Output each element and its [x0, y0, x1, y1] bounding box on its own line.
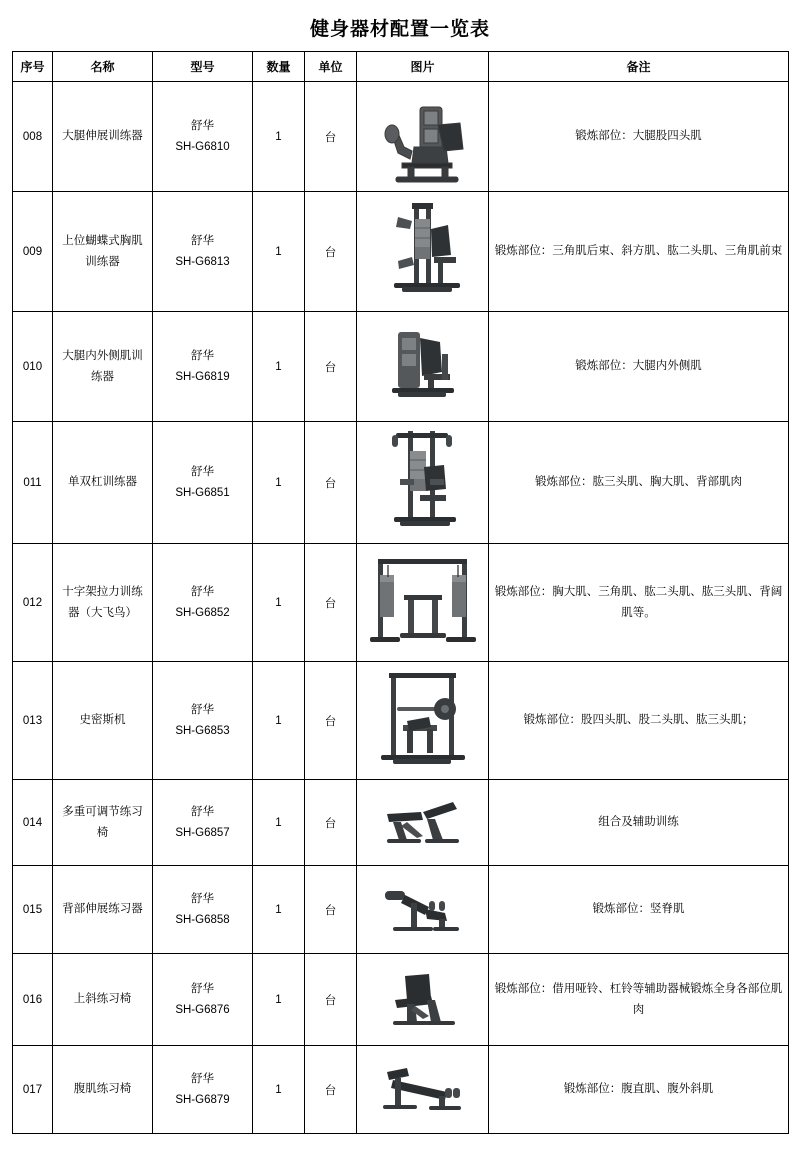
cell-model-code: SH-G6813: [175, 255, 230, 268]
cell-name: 十字架拉力训练器（大飞鸟）: [53, 544, 153, 662]
cell-qty: 1: [253, 544, 305, 662]
cell-image: [357, 192, 489, 312]
cell-note: 锻炼部位：大腿内外侧肌: [489, 312, 789, 422]
cell-model: [153, 422, 253, 544]
cell-model: [153, 866, 253, 954]
cell-model: [153, 780, 253, 866]
dip-chin-assist-machine-image: [361, 427, 484, 539]
incline-bench-image: [361, 964, 484, 1036]
cell-unit: 台: [305, 544, 357, 662]
table-row: [13, 192, 789, 312]
cell-qty: 1: [253, 780, 305, 866]
cell-unit: 台: [305, 192, 357, 312]
leg-extension-machine-image: [361, 89, 484, 185]
table-row: [13, 954, 789, 1046]
back-extension-bench-image: [361, 877, 484, 943]
cell-no: 008: [13, 82, 53, 192]
cell-no: 009: [13, 192, 53, 312]
cell-note: 锻炼部位：胸大肌、三角肌、肱二头肌、肱三头肌、背阔肌等。: [489, 544, 789, 662]
table-row: [13, 312, 789, 422]
cell-unit: 台: [305, 662, 357, 780]
cell-model: [153, 1046, 253, 1134]
cell-name: 史密斯机: [53, 662, 153, 780]
cell-qty: 1: [253, 422, 305, 544]
cell-note: 锻炼部位：股四头肌、股二头肌、肱三头肌；: [489, 662, 789, 780]
cell-name: 单双杠训练器: [53, 422, 153, 544]
cell-image: [357, 82, 489, 192]
cell-qty: 1: [253, 866, 305, 954]
column-header-qty: 数量: [253, 52, 305, 82]
cell-brand: 舒华: [191, 703, 214, 716]
hip-adductor-machine-image: [361, 324, 484, 410]
table-row: [13, 1046, 789, 1134]
cell-no: 017: [13, 1046, 53, 1134]
column-header-image: 图片: [357, 52, 489, 82]
cell-model: [153, 82, 253, 192]
cell-unit: 台: [305, 422, 357, 544]
cell-no: 010: [13, 312, 53, 422]
ab-decline-bench-image: [361, 1058, 484, 1122]
table-row: [13, 82, 789, 192]
column-header-name: 名称: [53, 52, 153, 82]
cell-name: 大腿伸展训练器: [53, 82, 153, 192]
cell-unit: 台: [305, 312, 357, 422]
cell-model: [153, 544, 253, 662]
table-row: [13, 780, 789, 866]
cell-model-code: SH-G6819: [175, 370, 230, 383]
adjustable-bench-image: [361, 792, 484, 854]
cell-note: 组合及辅助训练: [489, 780, 789, 866]
cell-model: [153, 954, 253, 1046]
cell-model-code: SH-G6857: [175, 826, 230, 839]
cell-brand: 舒华: [191, 982, 214, 995]
cell-model: [153, 312, 253, 422]
cell-image: [357, 544, 489, 662]
cell-brand: 舒华: [191, 892, 214, 905]
cell-image: [357, 662, 489, 780]
page-title: 健身器材配置一览表: [309, 19, 490, 40]
cell-no: 013: [13, 662, 53, 780]
cell-image: [357, 1046, 489, 1134]
cell-model: [153, 192, 253, 312]
cell-name: 背部伸展练习器: [53, 866, 153, 954]
cell-note: 锻炼部位：借用哑铃、杠铃等辅助器械锻炼全身各部位肌肉: [489, 954, 789, 1046]
cell-model-code: SH-G6858: [175, 913, 230, 926]
cell-note: 锻炼部位：竖脊肌: [489, 866, 789, 954]
cell-qty: 1: [253, 954, 305, 1046]
cell-image: [357, 866, 489, 954]
smith-machine-image: [361, 669, 484, 773]
column-header-no: 序号: [13, 52, 53, 82]
table-row: [13, 544, 789, 662]
table-header-row: [13, 52, 789, 82]
table-row: [13, 866, 789, 954]
cell-unit: 台: [305, 1046, 357, 1134]
cell-no: 015: [13, 866, 53, 954]
cell-no: 011: [13, 422, 53, 544]
cell-unit: 台: [305, 780, 357, 866]
table-row: [13, 662, 789, 780]
cell-brand: 舒华: [191, 119, 214, 132]
cell-qty: 1: [253, 1046, 305, 1134]
cell-note: 锻炼部位：大腿股四头肌: [489, 82, 789, 192]
cell-qty: 1: [253, 312, 305, 422]
cell-brand: 舒华: [191, 349, 214, 362]
cell-image: [357, 312, 489, 422]
cell-brand: 舒华: [191, 805, 214, 818]
column-header-note: 备注: [489, 52, 789, 82]
cell-image: [357, 954, 489, 1046]
cell-model-code: SH-G6853: [175, 724, 230, 737]
cell-no: 016: [13, 954, 53, 1046]
cell-unit: 台: [305, 866, 357, 954]
cell-model-code: SH-G6876: [175, 1003, 230, 1016]
cell-brand: 舒华: [191, 585, 214, 598]
cell-qty: 1: [253, 82, 305, 192]
cell-qty: 1: [253, 192, 305, 312]
cell-unit: 台: [305, 82, 357, 192]
cell-note: 锻炼部位：肱三头肌、胸大肌、背部肌肉: [489, 422, 789, 544]
cell-brand: 舒华: [191, 234, 214, 247]
cell-unit: 台: [305, 954, 357, 1046]
cell-name: 腹肌练习椅: [53, 1046, 153, 1134]
cell-image: [357, 422, 489, 544]
cell-model-code: SH-G6852: [175, 606, 230, 619]
cell-name: 上位蝴蝶式胸肌训练器: [53, 192, 153, 312]
cell-no: 014: [13, 780, 53, 866]
cell-brand: 舒华: [191, 465, 214, 478]
cell-brand: 舒华: [191, 1072, 214, 1085]
cell-model-code: SH-G6851: [175, 486, 230, 499]
cell-model: [153, 662, 253, 780]
pec-fly-machine-image: [361, 199, 484, 305]
cell-model-code: SH-G6879: [175, 1093, 230, 1106]
table-row: [13, 422, 789, 544]
equipment-table: [12, 51, 789, 1134]
cell-note: 锻炼部位：腹直肌、腹外斜肌: [489, 1046, 789, 1134]
column-header-unit: 单位: [305, 52, 357, 82]
cell-no: 012: [13, 544, 53, 662]
cell-model-code: SH-G6810: [175, 140, 230, 153]
cell-image: [357, 780, 489, 866]
cell-name: 多重可调节练习椅: [53, 780, 153, 866]
cell-name: 上斜练习椅: [53, 954, 153, 1046]
cell-qty: 1: [253, 662, 305, 780]
cable-crossover-machine-image: [361, 551, 484, 655]
column-header-model: 型号: [153, 52, 253, 82]
cell-note: 锻炼部位：三角肌后束、斜方肌、肱二头肌、三角肌前束: [489, 192, 789, 312]
cell-name: 大腿内外侧肌训练器: [53, 312, 153, 422]
